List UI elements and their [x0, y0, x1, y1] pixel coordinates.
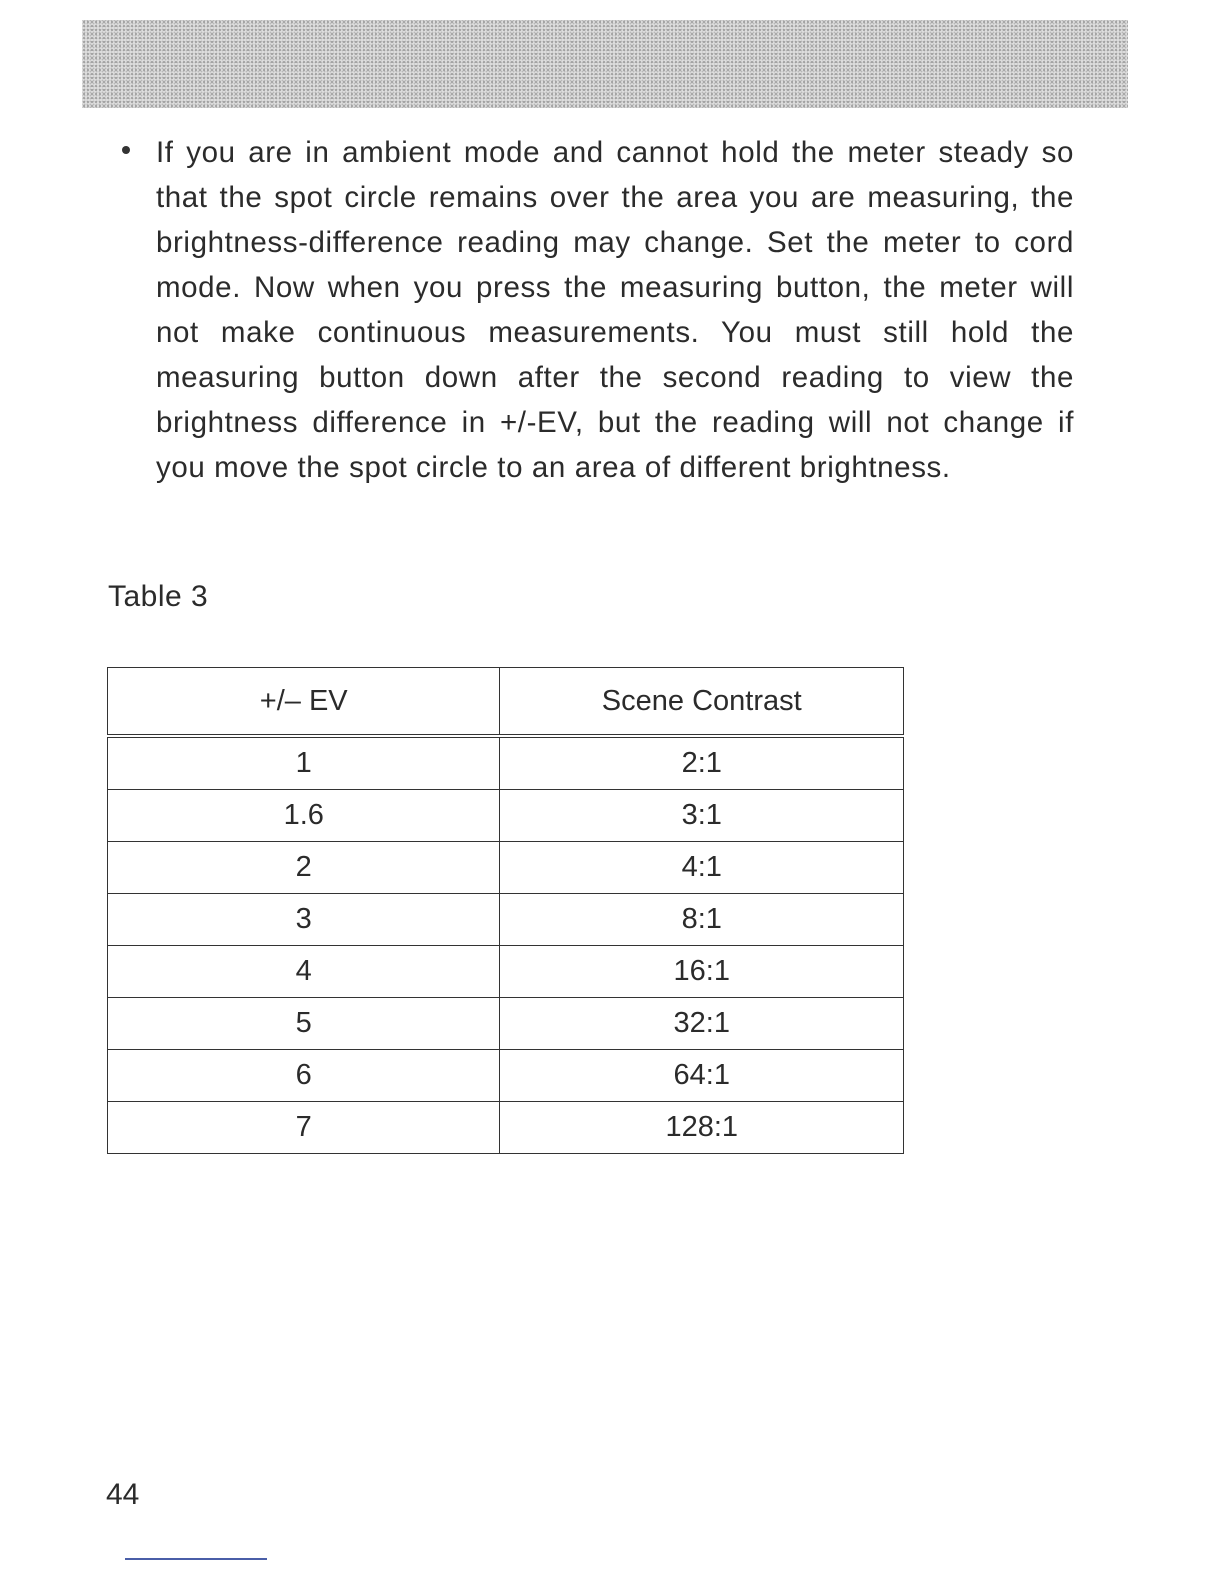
ev-cell: 3 — [108, 894, 500, 946]
contrast-cell: 32:1 — [500, 998, 904, 1050]
ev-contrast-table — [107, 667, 904, 1154]
ev-cell: 5 — [108, 998, 500, 1050]
contrast-cell: 3:1 — [500, 790, 904, 842]
page-number: 44 — [106, 1478, 140, 1511]
ev-cell: 1 — [108, 736, 500, 790]
contrast-cell: 16:1 — [500, 946, 904, 998]
footer-rule — [125, 1558, 267, 1560]
ev-cell: 2 — [108, 842, 500, 894]
table-row — [108, 998, 904, 1050]
contrast-cell: 4:1 — [500, 842, 904, 894]
contrast-cell: 8:1 — [500, 894, 904, 946]
table-row — [108, 790, 904, 842]
table-header-row — [108, 668, 904, 737]
table-row — [108, 946, 904, 998]
table-row — [108, 894, 904, 946]
ev-cell: 6 — [108, 1050, 500, 1102]
column-header-scene-contrast: Scene Contrast — [500, 668, 904, 737]
table-row — [108, 842, 904, 894]
bullet-icon — [122, 146, 130, 154]
column-header-ev: +/– EV — [108, 668, 500, 737]
table-row — [108, 736, 904, 790]
table-caption: Table 3 — [108, 580, 209, 613]
ev-cell: 4 — [108, 946, 500, 998]
contrast-cell: 64:1 — [500, 1050, 904, 1102]
contrast-cell: 2:1 — [500, 736, 904, 790]
header-band — [82, 20, 1128, 108]
table-row — [108, 1050, 904, 1102]
body-paragraph: If you are in ambient mode and cannot hold the meter steady so that the spot circle remains over the area you are measuring, the brightness-difference reading may change. Set the meter to cord mode. Now when you press the measuring button, the meter will not make continuous measurements. You must still hold the measuring button down after the second reading to view the brightness difference in +/-EV, but the reading will not change if you move the spot circle to an area of different brightness. — [156, 136, 1074, 484]
table-row — [108, 1102, 904, 1154]
contrast-cell: 128:1 — [500, 1102, 904, 1154]
ev-cell: 7 — [108, 1102, 500, 1154]
ev-cell: 1.6 — [108, 790, 500, 842]
